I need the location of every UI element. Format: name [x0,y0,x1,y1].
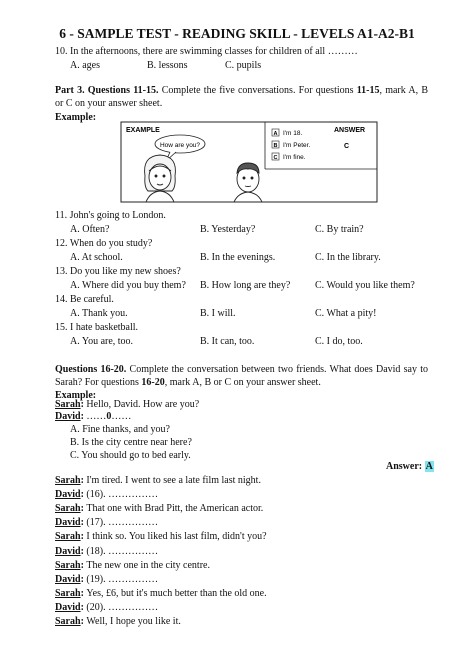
part3-instruction-text: Complete the five conversations. For questions [158,85,357,96]
dialogue-line: David: (16). …………… [55,489,159,501]
question-12-text: 12. When do you study? [55,238,153,249]
q15-option-b: B. It can, too. [200,336,255,347]
dialogue-text: The new one in the city centre. [86,559,210,571]
example-answer [386,460,434,473]
q15-option-a: A. You are, too. [70,336,134,347]
example-option-b: B. Is the city centre near here? [70,437,192,448]
dialogue-line: Sarah: The new one in the city centre. [55,559,210,571]
speaker-david: David [55,411,81,422]
dialogue-line: David: (18). …………… [55,545,159,557]
dialogue-line: David: (17). …………… [55,517,159,529]
part3-instruction-text-2: , mark A, B or C on your answer sheet. [55,85,428,109]
choice-b-letter: B [273,143,278,149]
speaker-name: David [55,517,81,529]
speaker-name: Sarah [55,531,81,543]
speech-bubble-text: How are you? [159,142,201,149]
part4-example-label: Example: [55,390,97,401]
example-david-number: 0 [106,411,112,422]
q13-option-a: A. Where did you buy them? [70,280,186,291]
choice-c-letter: C [273,155,278,161]
example-sarah-text: Hello, David. How are you? [86,399,200,410]
q12-option-b: B. In the evenings. [200,252,276,263]
example-sarah-line: Sarah: Hello, David. How are you? [55,399,200,410]
question-13-text: 13. Do you like my new shoes? [55,266,181,277]
answer-value: A [425,461,433,472]
answer-letter: C [344,143,350,150]
dialogue-line: David: (19). …………… [55,573,159,585]
dialogue-text: (16). …………… [86,489,159,501]
dialogue-line: Sarah: That one with Brad Pitt, the American actor. [55,503,264,515]
q14-option-c: C. What a pity! [315,308,377,319]
dialogue-line: Sarah: Well, I hope you like it. [55,616,181,627]
dialogue-text: I think so. You liked his last film, didn't you? [86,531,267,543]
q15-option-c: C. I do, too. [315,336,363,347]
speaker-name: Sarah [55,616,81,627]
example-david-line: David: ……0…… [55,411,132,422]
dialogue-text: I'm tired. I went to see a late film last night. [86,475,261,486]
choice-a-letter: A [273,131,278,137]
example-david-dots-2: …… [111,411,132,422]
speaker-name: David [55,489,81,501]
dialogue-text: Well, I hope you like it. [86,616,181,627]
girl-figure-icon [145,155,176,202]
question-11-text: 11. John's going to London. [55,210,166,221]
part4-range: 16-20 [141,377,165,388]
speaker-name: Sarah [55,559,81,571]
dialogue-text: (18). …………… [86,545,159,557]
speaker-name: Sarah [55,475,81,486]
question-14-text: 14. Be careful. [55,294,114,305]
dialogue-text: (17). …………… [86,517,159,529]
q10-option-c: C. pupils [225,60,262,71]
q12-option-a: A. At school. [70,252,123,263]
dialogue-line: Sarah: I think so. You liked his last film, didn't you? [55,531,267,543]
q13-option-b: B. How long are they? [200,280,291,291]
q11-option-c: C. By train? [315,224,364,235]
q10-option-a: A. ages [70,60,100,71]
example-option-a: A. Fine thanks, and you? [70,424,170,435]
dialogue-text: (19). …………… [86,573,159,585]
choice-a-text: I'm 18. [283,130,303,137]
part4-heading: Questions 16-20. [55,364,127,375]
q14-option-a: A. Thank you. [70,308,128,319]
speaker-name: David [55,545,81,557]
q14-option-b: B. I will. [200,308,236,319]
q12-option-c: C. In the library. [315,252,381,263]
part3-instructions [55,84,428,110]
part3-range: 11-15 [356,85,380,96]
choice-c-text: I'm fine. [283,154,306,161]
speaker-name: David [55,601,81,613]
part4-instruction-text: Complete the conversation between two friends. What does David say to Sarah? For questions [55,364,428,388]
speaker-name: David [55,573,81,585]
page-title: 6 - SAMPLE TEST - READING SKILL - LEVELS A1-A2-B1 [59,26,415,41]
dialogue-line: David: (20). …………… [55,601,159,613]
dialogue-text: That one with Brad Pitt, the American actor. [86,503,264,515]
part3-heading: Part 3. Questions 11-15. [55,85,159,96]
speaker-name: Sarah [55,503,81,515]
question-15-text: 15. I hate basketball. [55,322,139,333]
boy-figure-icon [234,163,262,202]
speaker-sarah: Sarah [55,399,81,410]
q11-option-a: A. Often? [70,224,110,235]
example-david-dots: …… [86,411,107,422]
dialogue-line: Sarah: Yes, £6, but it's much better than the old one. [55,587,267,599]
example-option-c: C. You should go to bed early. [70,450,191,461]
example-illustration [120,121,378,203]
q11-option-b: B. Yesterday? [200,224,256,235]
answer-label: Answer: [386,461,423,472]
q13-option-c: C. Would you like them? [315,280,415,291]
question-10-text: 10. In the afternoons, there are swimming classes for children of all ……… [55,46,358,57]
part3-example-label: Example: [55,112,97,123]
illustration-box-label: EXAMPLE [126,127,160,134]
dialogue-line: Sarah: I'm tired. I went to see a late film last night. [55,475,261,486]
part4-instruction-text-2: , mark A, B or C on your answer sheet. [164,377,321,388]
dialogue-text: (20). …………… [86,601,159,613]
q10-option-b: B. lessons [147,60,188,71]
speaker-name: Sarah [55,587,81,599]
choice-b-text: I'm Peter. [283,142,311,149]
answer-header: ANSWER [334,127,366,134]
dialogue-text: Yes, £6, but it's much better than the old one. [86,587,267,599]
part4-instructions [55,363,428,389]
